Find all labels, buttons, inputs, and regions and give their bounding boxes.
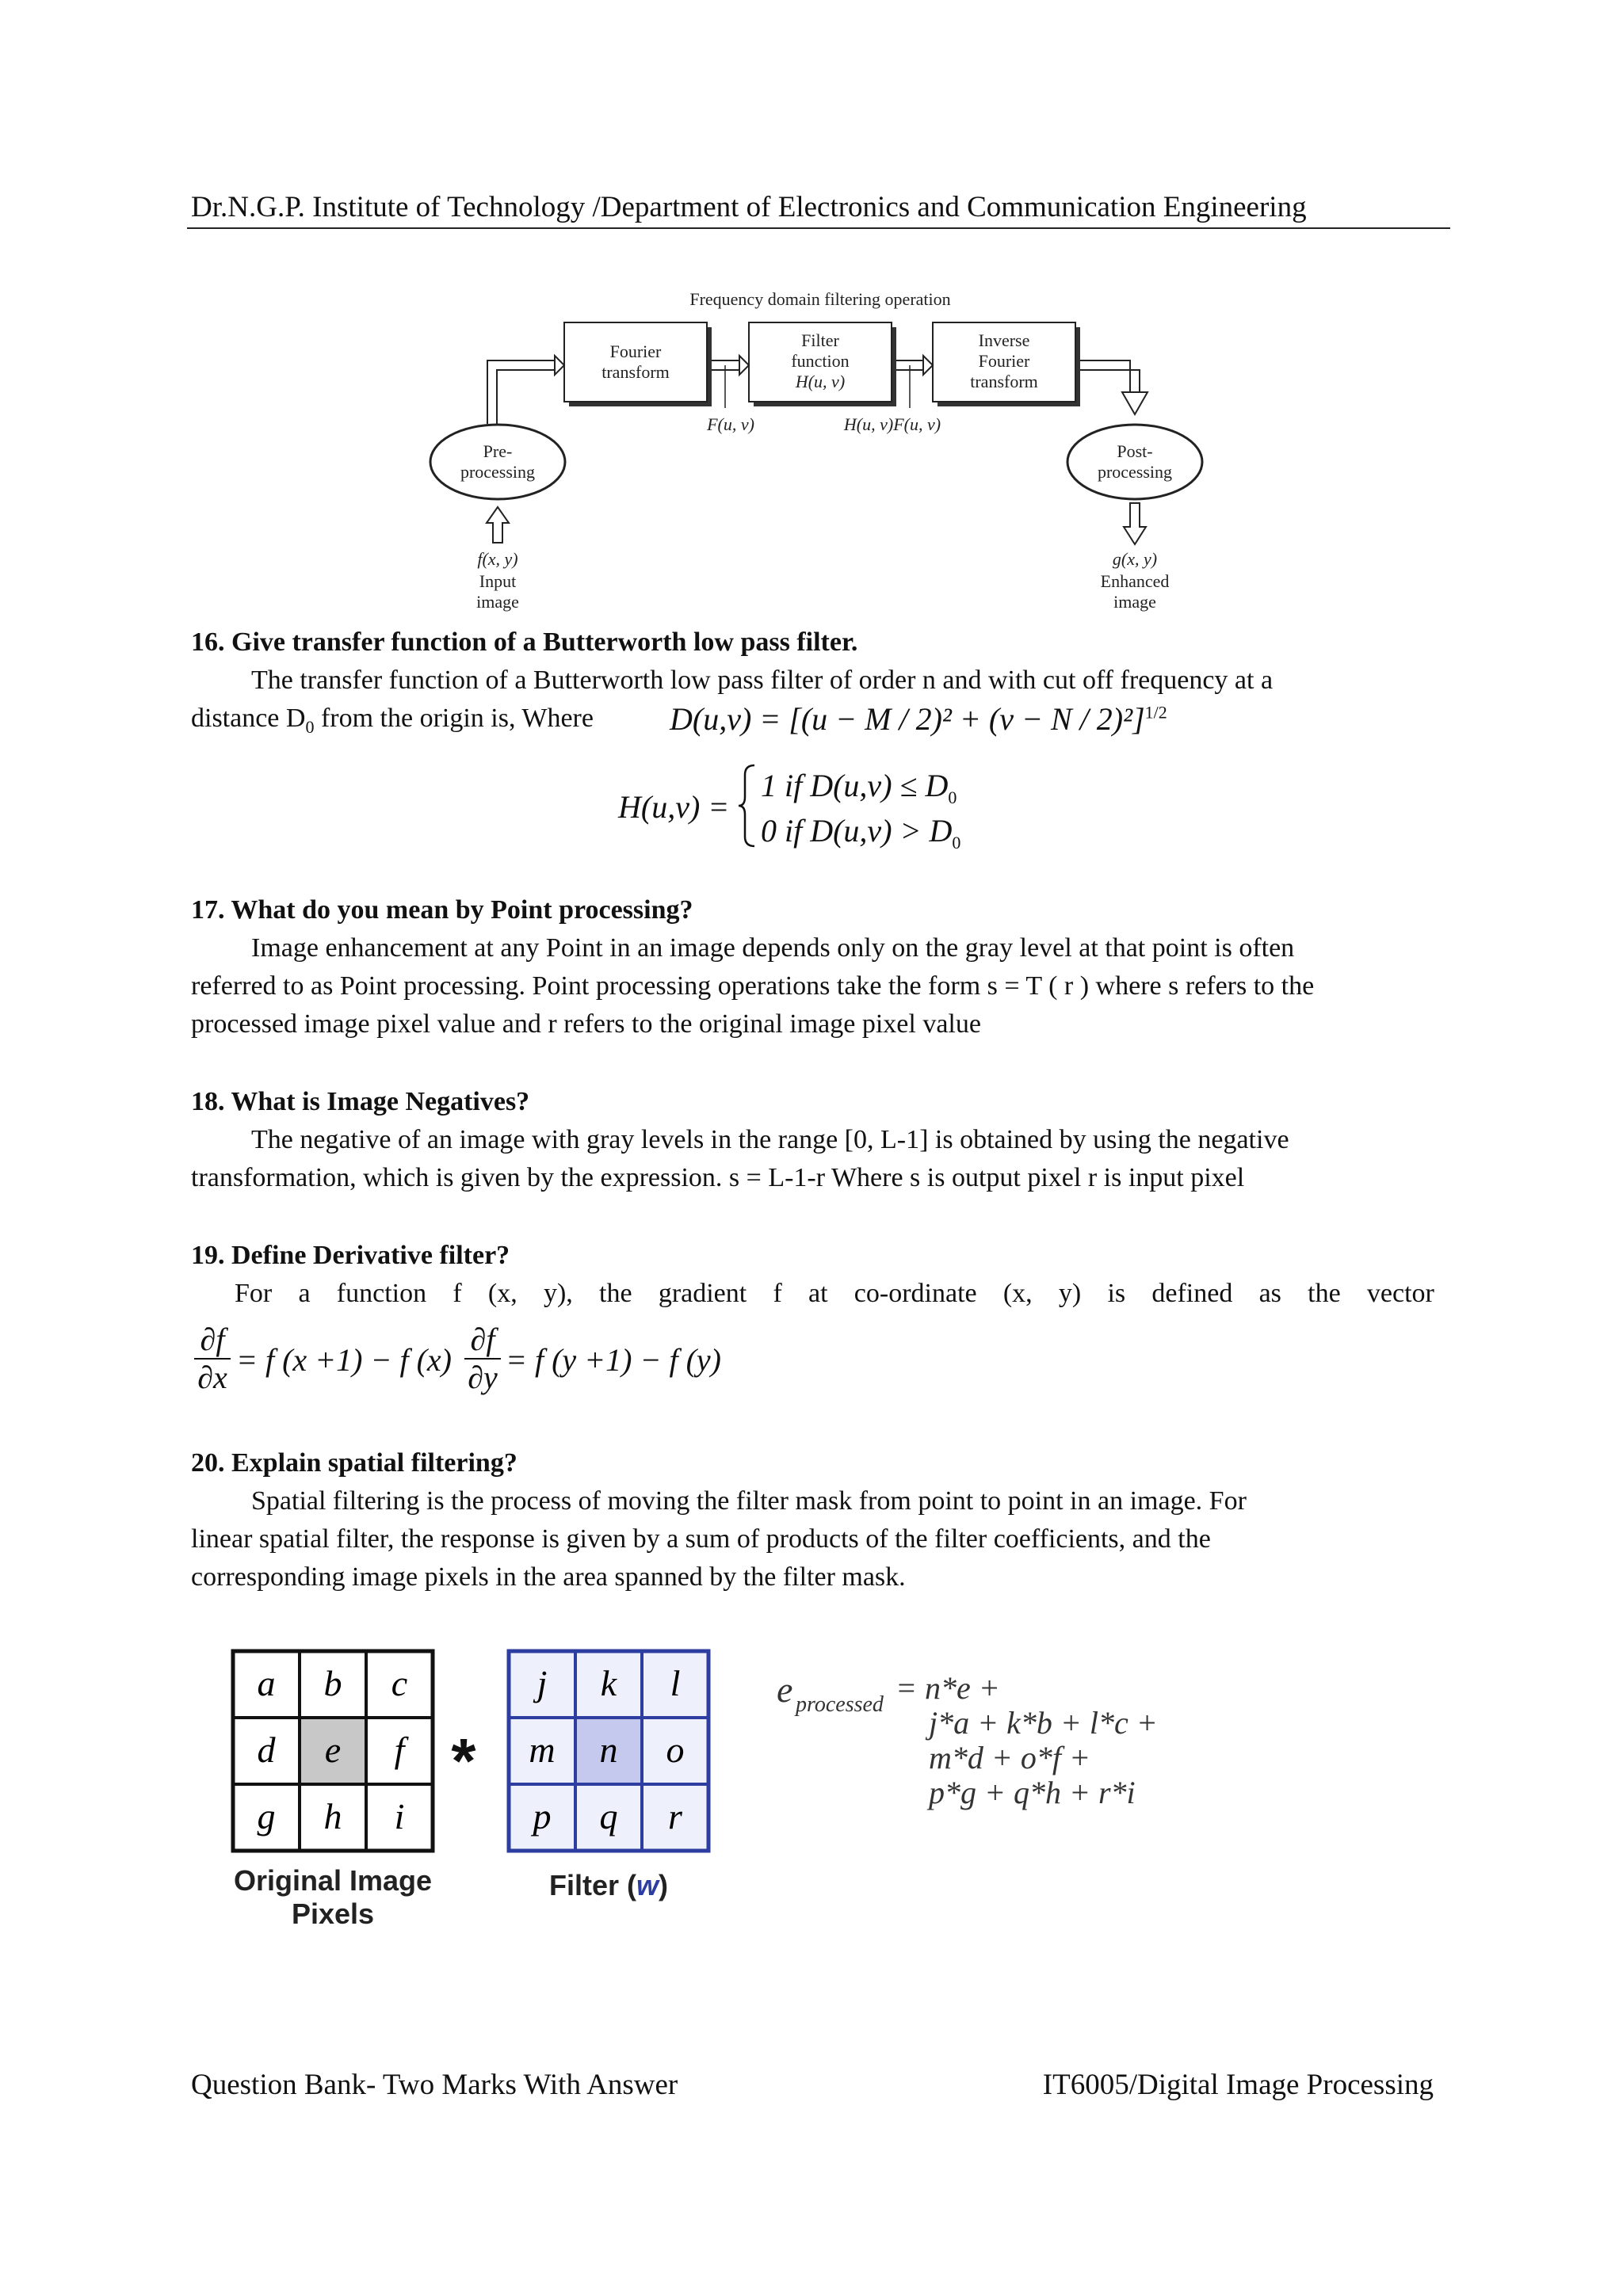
q16-case1: 1 if $D(u,v) \le D_0$ xyxy=(761,768,957,807)
orig-cell-h: h xyxy=(323,1796,342,1836)
filter-cell-q: q xyxy=(599,1796,618,1836)
spatial-filter-figure xyxy=(222,1640,1252,1941)
orig-cell-f: f xyxy=(394,1730,405,1770)
orig-cell-c: c xyxy=(391,1663,408,1703)
orig-cell-b: b xyxy=(323,1663,342,1703)
signal-HF: H(u, v)F(u, v) xyxy=(843,414,941,434)
q18-line1: The negative of an image with gray levels in the range [0, L-1] is obtained by using the negative xyxy=(251,1125,1289,1154)
filter-cell-o: o xyxy=(666,1730,685,1770)
filter-cell-p: p xyxy=(533,1796,552,1836)
orig-cell-g: g xyxy=(257,1796,276,1836)
orig-cell-e: e xyxy=(324,1730,342,1770)
caption-filter: Filter (w) xyxy=(548,1869,669,1901)
filter-label-2: function xyxy=(791,351,850,371)
q20-line3: corresponding image pixels in the area spanned by the filter mask. xyxy=(191,1562,906,1592)
inverse-label-2: Fourier xyxy=(978,351,1030,371)
inverse-label-1: Inverse xyxy=(978,330,1030,350)
diagram-title: Frequency domain filtering operation xyxy=(689,289,951,309)
frequency-domain-diagram xyxy=(420,281,1212,622)
q16-case2: 0 if $D(u,v) > D_0$ xyxy=(761,813,961,852)
filter-cell-l: l xyxy=(670,1663,681,1703)
fourier-label-1: Fourier xyxy=(609,341,662,361)
orig-cell-i: i xyxy=(394,1796,405,1836)
post-label-2: processing xyxy=(1097,462,1173,482)
q16-h-lhs: H(u,v) = xyxy=(618,789,730,825)
post-label-1: Post- xyxy=(1117,441,1153,461)
output-label-2: image xyxy=(1113,592,1156,612)
inverse-label-3: transform xyxy=(970,372,1038,391)
filter-cell-n: n xyxy=(599,1730,618,1770)
eq-line-2: j*a + k*b + l*c + xyxy=(929,1705,1158,1741)
caption-original-1: Original Image xyxy=(233,1864,433,1897)
q18-line2: transformation, which is given by the expression. s = L-1-r Where s is output pixel r is input pixel xyxy=(191,1163,1245,1192)
q16-line2: distance $D_0$ from the origin is, Where xyxy=(191,704,594,737)
orig-cell-d: d xyxy=(257,1730,276,1770)
q19-heading: 19. Define Derivative filter? xyxy=(191,1241,510,1270)
output-label-1: Enhanced xyxy=(1100,571,1170,591)
processed-equation xyxy=(777,1669,1158,1810)
q16-brace xyxy=(737,762,758,849)
fourier-label-2: transform xyxy=(601,362,670,382)
q19-line1: For a function f (x, y), the gradient f at co-ordinate (x, y) is defined as the vector xyxy=(235,1279,1434,1308)
q17-heading: 17. What do you mean by Point processing? xyxy=(191,895,693,925)
q20-heading: 20. Explain spatial filtering? xyxy=(191,1448,517,1478)
filter-cell-r: r xyxy=(668,1796,682,1836)
eq-lhs-sub: processed xyxy=(796,1692,884,1717)
filter-cell-k: k xyxy=(600,1663,617,1703)
filter-label-1: Filter xyxy=(801,330,839,350)
q20-line2: linear spatial filter, the response is given by a sum of products of the filter coefficients, and the xyxy=(191,1524,1211,1554)
pre-label-2: processing xyxy=(460,462,536,482)
input-function: f(x, y) xyxy=(477,549,518,569)
q20-line1: Spatial filtering is the process of moving the filter mask from point to point in an image. For xyxy=(251,1486,1247,1516)
q16-d-formula: $D(u,v) = [(u - M / 2)^2 + (v - N / 2)^2]^{1/2}$ xyxy=(670,701,1167,737)
filter-cell-j: j xyxy=(537,1663,548,1703)
eq-line-1: = n*e + xyxy=(896,1670,1000,1706)
dfdy-rhs: = f (y +1) − f (y) xyxy=(506,1342,721,1378)
eq-line-3: m*d + o*f + xyxy=(929,1740,1090,1775)
convolution-operator: * xyxy=(451,1726,476,1796)
dfdx-fraction: ∂f ∂x xyxy=(194,1322,231,1396)
filter-cell-m: m xyxy=(529,1730,556,1770)
footer-right: IT6005/Digital Image Processing xyxy=(1042,2069,1434,2101)
q17-line2: referred to as Point processing. Point processing operations take the form s = T ( r ) where s refers to the xyxy=(191,971,1315,1001)
q17-line1: Image enhancement at any Point in an image depends only on the gray level at that point is often xyxy=(251,933,1295,963)
eq-line-4: p*g + q*h + r*i xyxy=(929,1775,1136,1810)
header-rule xyxy=(187,227,1450,229)
q17-line3: processed image pixel value and r refers to the original image pixel value xyxy=(191,1009,981,1039)
pre-label-1: Pre- xyxy=(483,441,513,461)
orig-cell-a: a xyxy=(257,1663,276,1703)
q16-line1: The transfer function of a Butterworth low pass filter of order n and with cut off frequency at a xyxy=(251,666,1274,695)
page-header: Dr.N.G.P. Institute of Technology /Department of Electronics and Communication Engineering xyxy=(191,191,1307,223)
original-pixel-grid xyxy=(233,1651,433,1851)
dfdy-fraction: ∂f ∂y xyxy=(464,1322,501,1396)
filter-mask-grid xyxy=(509,1651,708,1851)
dfdx-rhs: = f (x +1) − f (x) xyxy=(236,1342,452,1378)
signal-F: F(u, v) xyxy=(707,414,754,434)
footer-left: Question Bank- Two Marks With Answer xyxy=(191,2069,678,2101)
q18-heading: 18. What is Image Negatives? xyxy=(191,1087,530,1116)
input-label-1: Input xyxy=(479,571,517,591)
input-label-2: image xyxy=(476,592,519,612)
q16-heading: 16. Give transfer function of a Butterworth low pass filter. xyxy=(191,627,858,657)
eq-lhs: e xyxy=(777,1669,793,1710)
caption-original-2: Pixels xyxy=(291,1897,375,1930)
output-function: g(x, y) xyxy=(1112,549,1158,569)
filter-label-3: H(u, v) xyxy=(795,372,846,391)
